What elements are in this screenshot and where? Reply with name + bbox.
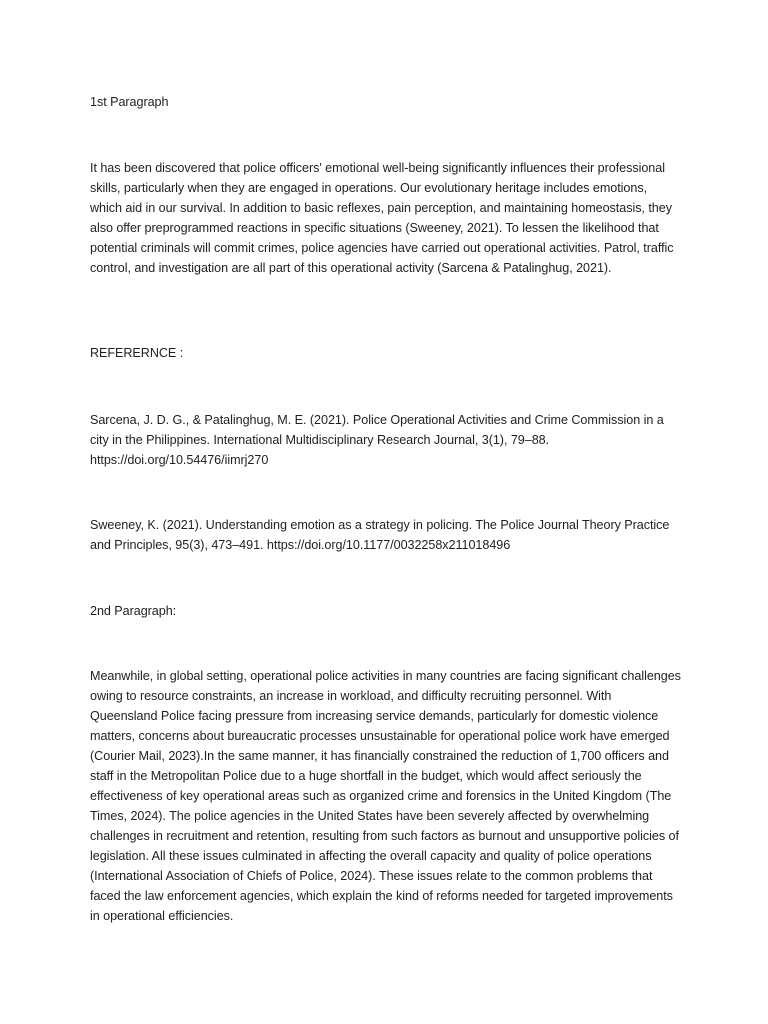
reference-entry-2: Sweeney, K. (2021). Understanding emotion as a strategy in policing. The Police Journal Theory Practice and Principles, 95(3), 473–491. https://doi.org/10.1177/0032258x211018496	[90, 518, 670, 552]
reference-heading: REFERERNCE :	[90, 346, 184, 360]
heading-second-paragraph: 2nd Paragraph:	[90, 604, 177, 618]
body-paragraph-2: Meanwhile, in global setting, operational police activities in many countries are facing significant challenges owing to resource constraints, an increase in workload, and difficulty recruiting personnel. With Queensland Police facing pressure from increasing service demands, particularly for domestic violence matters, concerns about bureaucratic processes unsustainable for operational police work have emerged (Courier Mail, 2023).In the same manner, it has financially constrained the reduction of 1,700 officers and staff in the Metropolitan Police due to a huge shortfall in the budget, which would affect seriously the effectiveness of key operational areas such as organized crime and forensics in the United Kingdom (The Times, 2024). The police agencies in the United States have been severely affected by overwhelming challenges in recruitment and retention, resulting from such factors as burnout and unsupportive policies of legislation. All these issues culminated in affecting the overall capacity and quality of police operations (International Association of Chiefs of Police, 2024). These issues relate to the common problems that faced the law enforcement agencies, which explain the kind of reforms needed for targeted improvements in operational efficiencies.	[90, 669, 681, 923]
reference-entry-1: Sarcena, J. D. G., & Patalinghug, M. E. (2021). Police Operational Activities and Crime Commission in a city in the Philippines. International Multidisciplinary Research Journal, 3(1), 79–88. https://doi.org/10.54476/iimrj270	[90, 413, 664, 467]
heading-first-paragraph: 1st Paragraph	[90, 95, 169, 109]
body-paragraph-1: It has been discovered that police officers' emotional well-being significantly influences their professional skills, particularly when they are engaged in operations. Our evolutionary heritage includes emotions, which aid in our survival. In addition to basic reflexes, pain perception, and maintaining homeostasis, they also offer preprogrammed reactions in specific situations (Sweeney, 2021). To lessen the likelihood that potential criminals will commit crimes, police agencies have carried out operational activities. Patrol, traffic control, and investigation are all part of this operational activity (Sarcena & Patalinghug, 2021).	[90, 161, 674, 275]
